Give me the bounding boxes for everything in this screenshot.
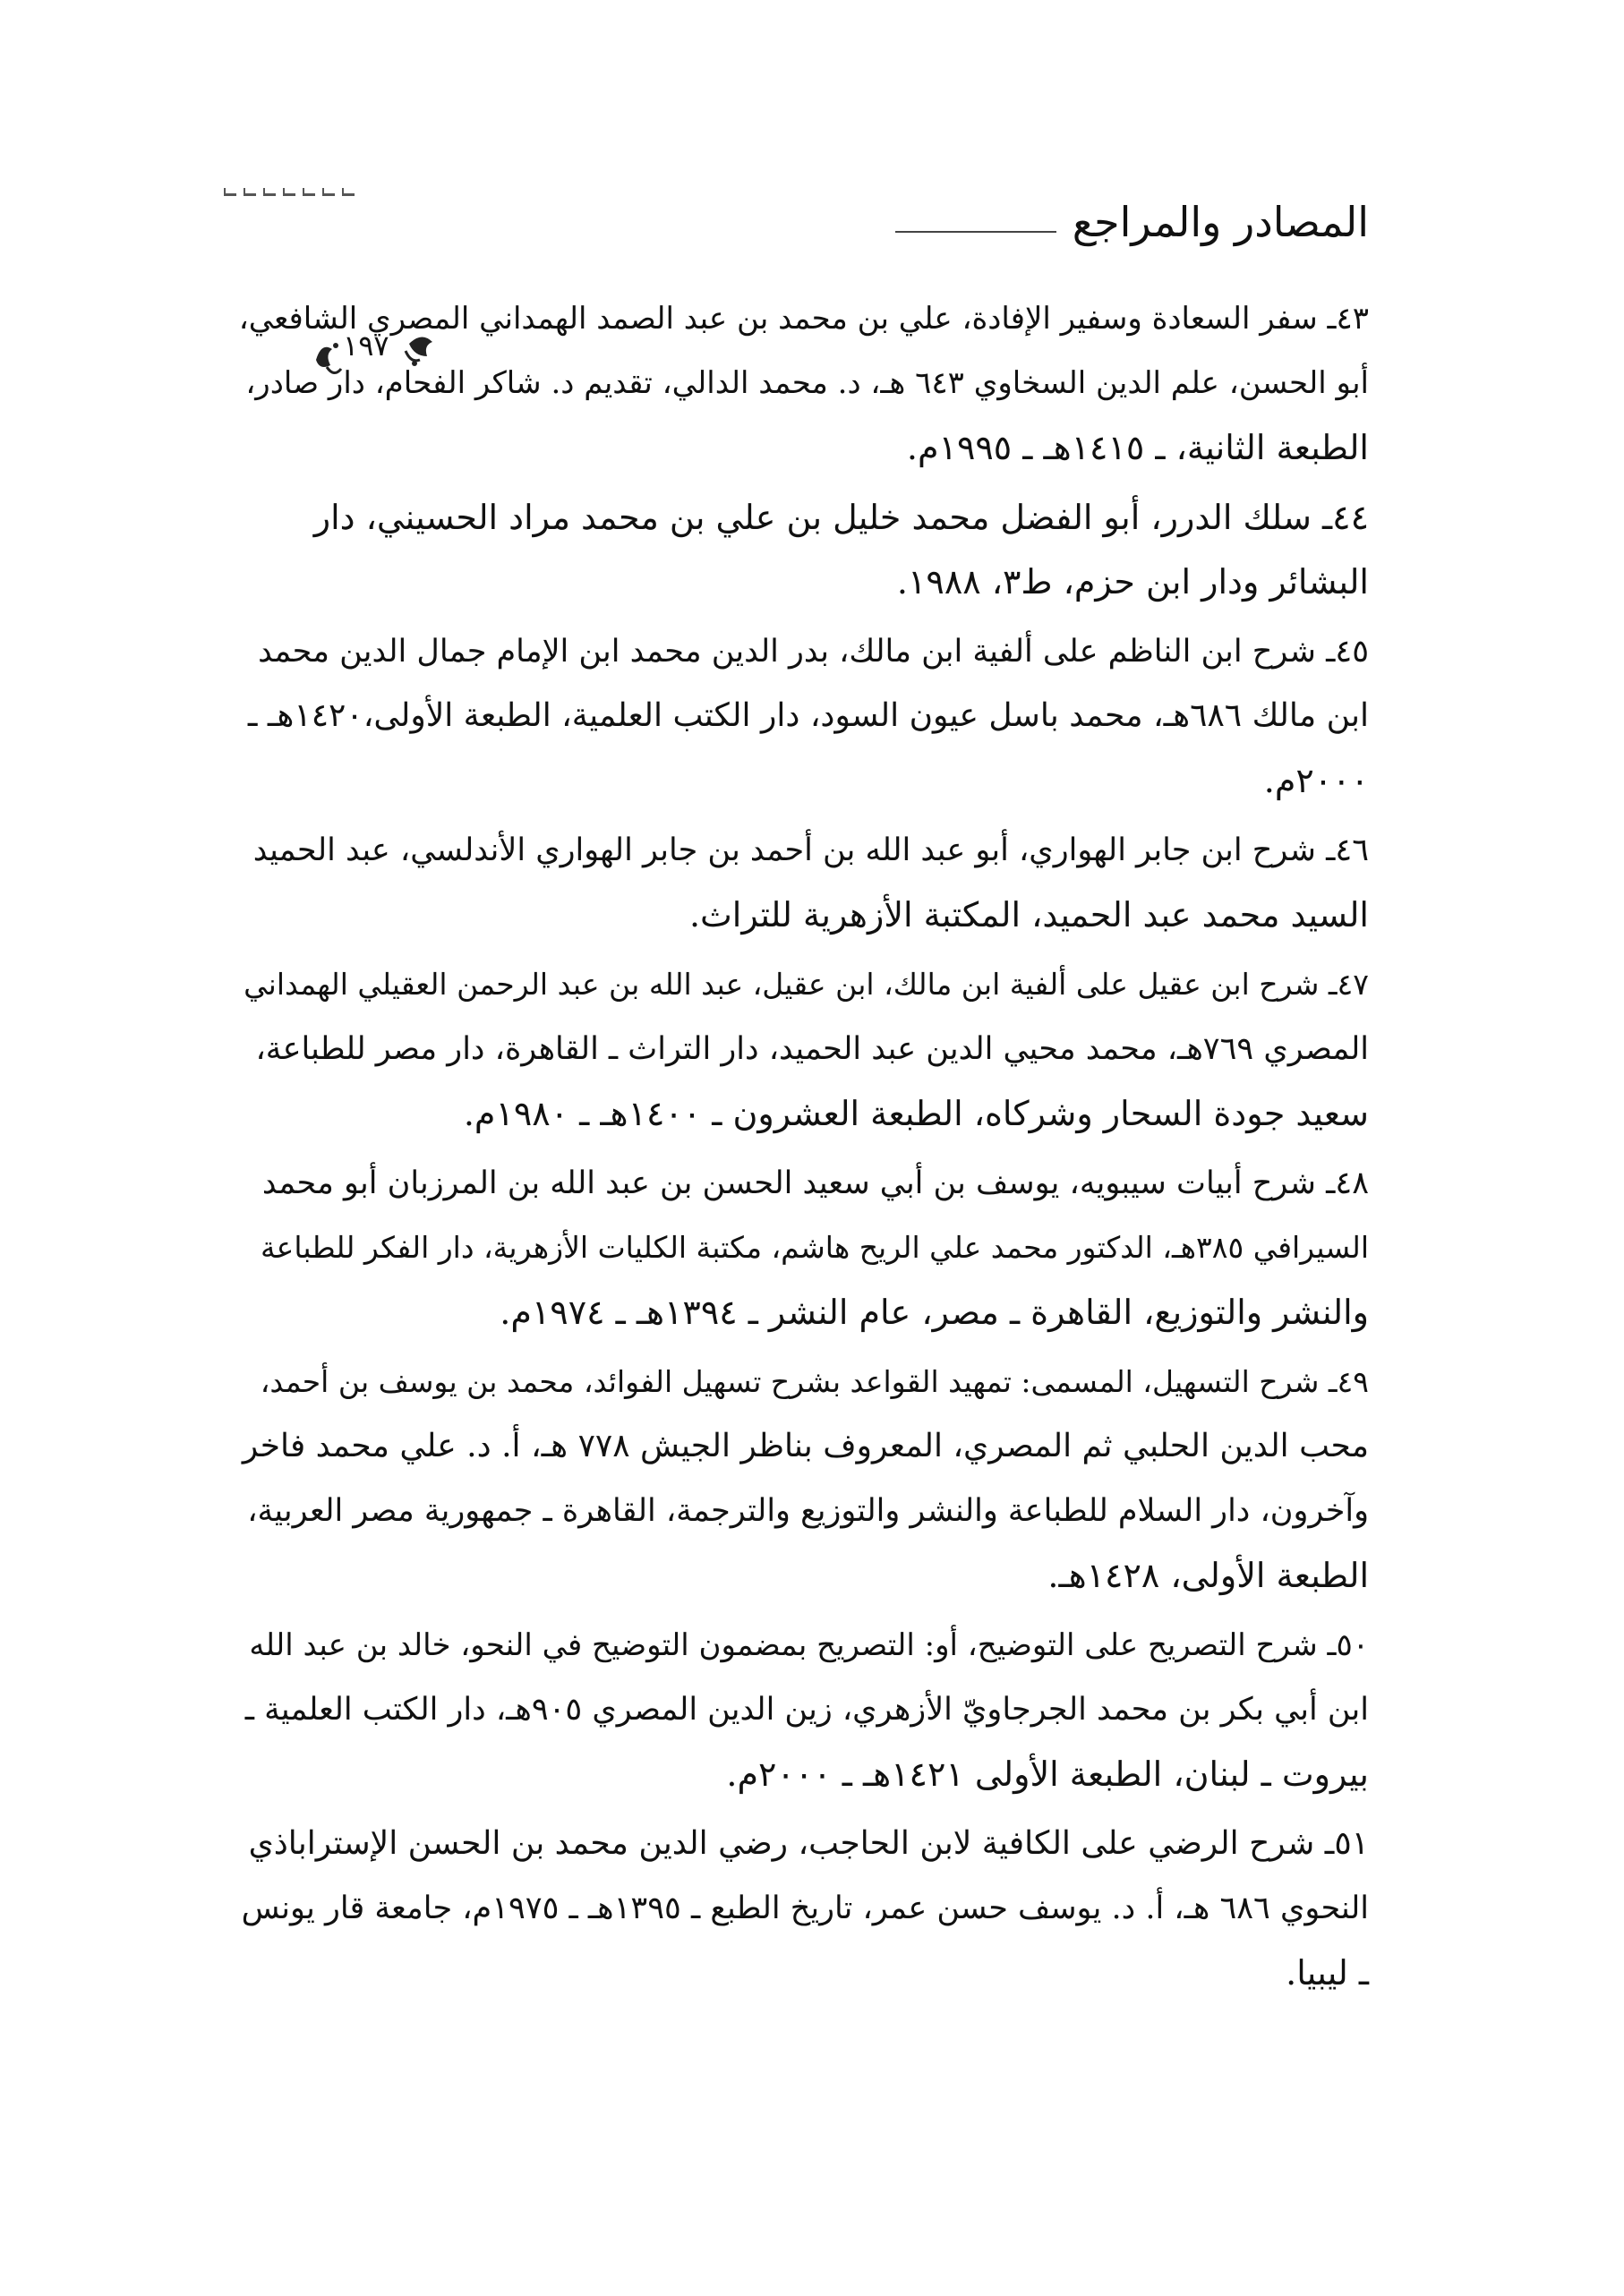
references-list <box>232 286 1369 2010</box>
reference-entry <box>232 619 1369 813</box>
entry-line: النحوي ٦٨٦ هـ، أ. د. يوسف حسن عمر، تاريخ الطبع ـ ١٣٩٥هـ ـ ١٩٧٥م، جامعة قار يونس <box>241 1891 1369 1926</box>
page-number: ١٩٧ <box>343 329 389 363</box>
entry-line: ٤٧ـ شرح ابن عقيل على ألفية ابن مالك، ابن عقيل، عبد الله بن عبد الرحمن العقيلي الهمداني <box>244 967 1369 1002</box>
scan-mark <box>263 188 276 196</box>
header-title: المصادر والمراجع <box>1072 198 1369 246</box>
reference-entry <box>232 485 1369 614</box>
entry-line: والنشر والتوزيع، القاهرة ـ مصر، عام النشر ـ ١٣٩٤هـ ـ ١٩٧٤م. <box>500 1293 1369 1332</box>
reference-entry <box>232 1812 1369 2005</box>
scan-mark <box>303 188 315 196</box>
entry-line: ٢٠٠٠م. <box>1263 761 1369 800</box>
entry-line: ٤٣ـ سفر السعادة وسفير الإفادة، علي بن محمد بن عبد الصمد الهمداني المصري الشافعي، <box>238 301 1369 337</box>
entry-line: أبو الحسن، علم الدين السخاوي ٦٤٣ هـ، د. محمد الدالي، تقديم د. شاكر الفحام، دار صادر، <box>245 365 1369 401</box>
entry-line: ٤٨ـ شرح أبيات سيبويه، يوسف بن أبي سعيد الحسن بن عبد الله بن المرزبان أبو محمد <box>261 1165 1369 1201</box>
entry-line: ـ ليبيا. <box>1286 1953 1369 1993</box>
running-header <box>895 198 1369 246</box>
reference-entry <box>232 1151 1369 1344</box>
entry-line: البشائر ودار ابن حزم، ط٣، ١٩٨٨. <box>896 562 1369 602</box>
entry-line: المصري ٧٦٩هـ، محمد محيي الدين عبد الحميد، دار التراث ـ القاهرة، دار مصر للطباعة، <box>255 1031 1369 1067</box>
header-rule <box>895 231 1056 233</box>
scan-mark <box>244 188 256 196</box>
entry-line: ٤٤ـ سلك الدرر، أبو الفضل محمد خليل بن علي بن محمد مراد الحسيني، دار <box>313 498 1369 537</box>
entry-line: ٥٠ـ شرح التصريح على التوضيح، أو: التصريح بمضمون التوضيح في النحو، خالد بن عبد الله <box>249 1627 1369 1663</box>
entry-line: وآخرون، دار السلام للطباعة والنشر والتوزيع والترجمة، القاهرة ـ جمهورية مصر العربية، <box>247 1493 1369 1529</box>
scan-mark <box>342 188 355 196</box>
scan-mark <box>322 188 335 196</box>
reference-entry <box>232 1613 1369 1806</box>
entry-line: بيروت ـ لبنان، الطبعة الأولى ١٤٢١هـ ـ ٢٠٠٠م. <box>726 1754 1369 1794</box>
entry-line: ٤٩ـ شرح التسهيل، المسمى: تمهيد القواعد بشرح تسهيل الفوائد، محمد بن يوسف بن أحمد، <box>260 1364 1369 1399</box>
entry-line: ابن مالك ٦٨٦هـ، محمد باسل عيون السود، دار الكتب العلمية، الطبعة الأولى،١٤٢٠هـ ـ <box>247 697 1369 734</box>
entry-line: الطبعة الثانية، ـ ١٤١٥هـ ـ ١٩٩٥م. <box>906 428 1369 467</box>
entry-line: الطبعة الأولى، ١٤٢٨هـ. <box>1047 1556 1369 1595</box>
reference-entry <box>232 286 1369 480</box>
scan-mark <box>224 188 236 196</box>
entry-line: ٤٦ـ شرح ابن جابر الهواري، أبو عبد الله بن أحمد بن جابر الهواري الأندلسي، عبد الحميد <box>252 832 1369 868</box>
entry-line: ٥١ـ شرح الرضي على الكافية لابن الحاجب، رضي الدين محمد بن الحسن الإستراباذي <box>248 1825 1369 1862</box>
reference-entry <box>232 1350 1369 1608</box>
scan-marks <box>224 188 376 201</box>
entry-line: محب الدين الحلبي ثم المصري، المعروف بناظر الجيش ٧٧٨ هـ، أ. د. علي محمد فاخر <box>242 1428 1369 1464</box>
entry-line: ٤٥ـ شرح ابن الناظم على ألفية ابن مالك، بدر الدين محمد ابن الإمام جمال الدين محمد <box>258 634 1369 670</box>
entry-line: ابن أبي بكر بن محمد الجرجاويّ الأزهري، زين الدين المصري ٩٠٥هـ، دار الكتب العلمية ـ <box>244 1692 1369 1728</box>
reference-entry <box>232 818 1369 947</box>
entry-line: السيرافي ٣٨٥هـ، الدكتور محمد علي الريح هاشم، مكتبة الكليات الأزهرية، دار الفكر للطباعة <box>260 1230 1369 1265</box>
scan-mark <box>283 188 295 196</box>
entry-line: سعيد جودة السحار وشركاه، الطبعة العشرون ـ ١٤٠٠هـ ـ ١٩٨٠م. <box>463 1094 1369 1133</box>
reference-entry <box>232 952 1369 1146</box>
entry-line: السيد محمد عبد الحميد، المكتبة الأزهرية للتراث. <box>688 895 1369 935</box>
